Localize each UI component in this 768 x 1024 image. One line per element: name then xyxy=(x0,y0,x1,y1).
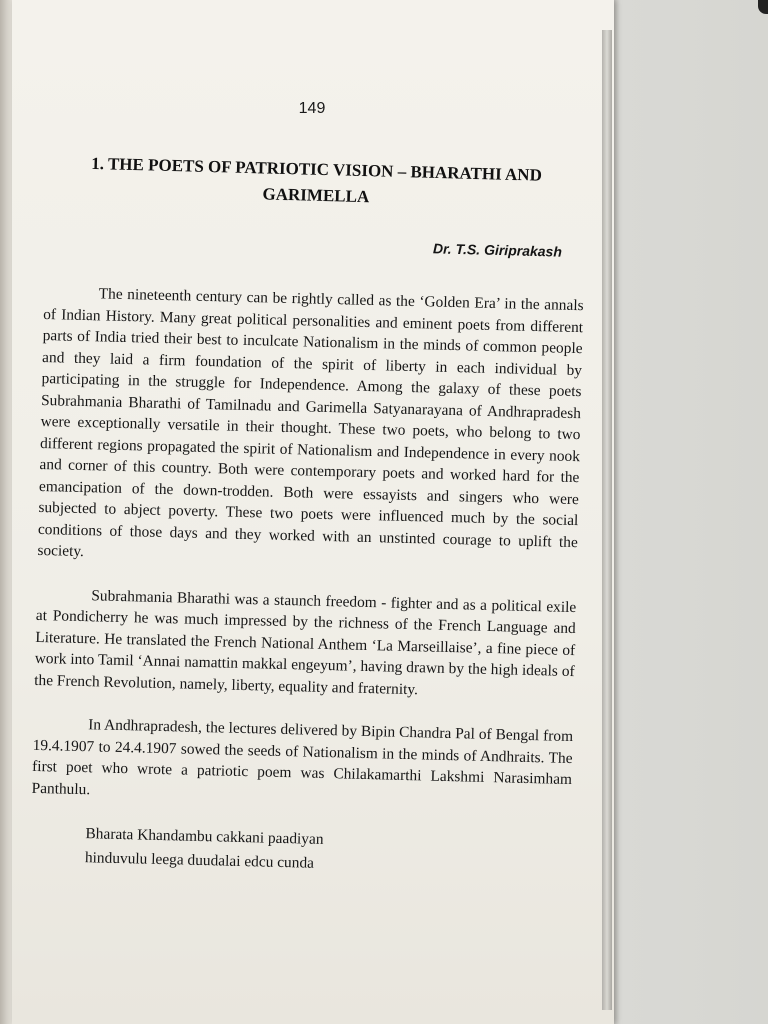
poem-quote xyxy=(85,822,571,882)
poem-line-1: Bharata Khandambu cakkani paadiyan xyxy=(85,825,324,848)
paragraph-2: Subrahmania Bharathi was a staunch freedom - fighter and as a political exile at Pondicherry he was much impressed by the richness of the French Language and Literature. He translated the French National Anthem ‘La Marseillaise’, a fine piece of work into Tamil ‘Annai namattin makkal engeyum’, having drawn by the high ideals of the French Revolution, namely, liberty, equality and fraternity. xyxy=(34,586,577,698)
page-edge-shadow xyxy=(602,30,612,1010)
paragraph-3: In Andhrapradesh, the lectures delivered by Bipin Chandra Pal of Bengal from 19.4.1907 to 24.4.1907 sowed the seeds of Nationalism in the minds of Andhraits. The first poet who wrote a patriotic poem was Chilakamarthi Lakshmi Narasimham Panthulu. xyxy=(31,716,574,798)
page-number: 149 xyxy=(298,100,326,117)
poem-line-2: hinduvulu leega duudalai edcu cunda xyxy=(84,849,315,872)
book-page xyxy=(12,0,614,1024)
paragraph-1: The nineteenth century can be rightly called as the ‘Golden Era’ in the annals of Indian History. Many great political personalities and eminent poets from different parts of India tried their best to inculcate Nationalism in the minds of common people and they laid a firm foundation of the spirit of liberty in each individual by participating in the struggle for Independence. Among the galaxy of these poets Subrahmania Bharathi of Tamilnadu and Garimella Satyanarayana of Andhrapradesh were exceptionally versatile in their thought. These two poets, who belong to two different regions propagated the spirit of Nationalism and Independence in every nook and corner of this country. Both were contemporary poets and worked hard for the emancipation of the down-trodden. Both were essayists and singers who were subjected to abject poverty. These two poets were influenced much by the social conditions of those days and they worked with an unstinted courage to uplift the society. xyxy=(37,285,584,561)
author-name: Dr. T.S. Giriprakash xyxy=(432,240,563,260)
chapter-title: 1. THE POETS OF PATRIOTIC VISION – BHARATHI AND GARIMELLA xyxy=(91,153,543,207)
article-body xyxy=(30,282,584,882)
